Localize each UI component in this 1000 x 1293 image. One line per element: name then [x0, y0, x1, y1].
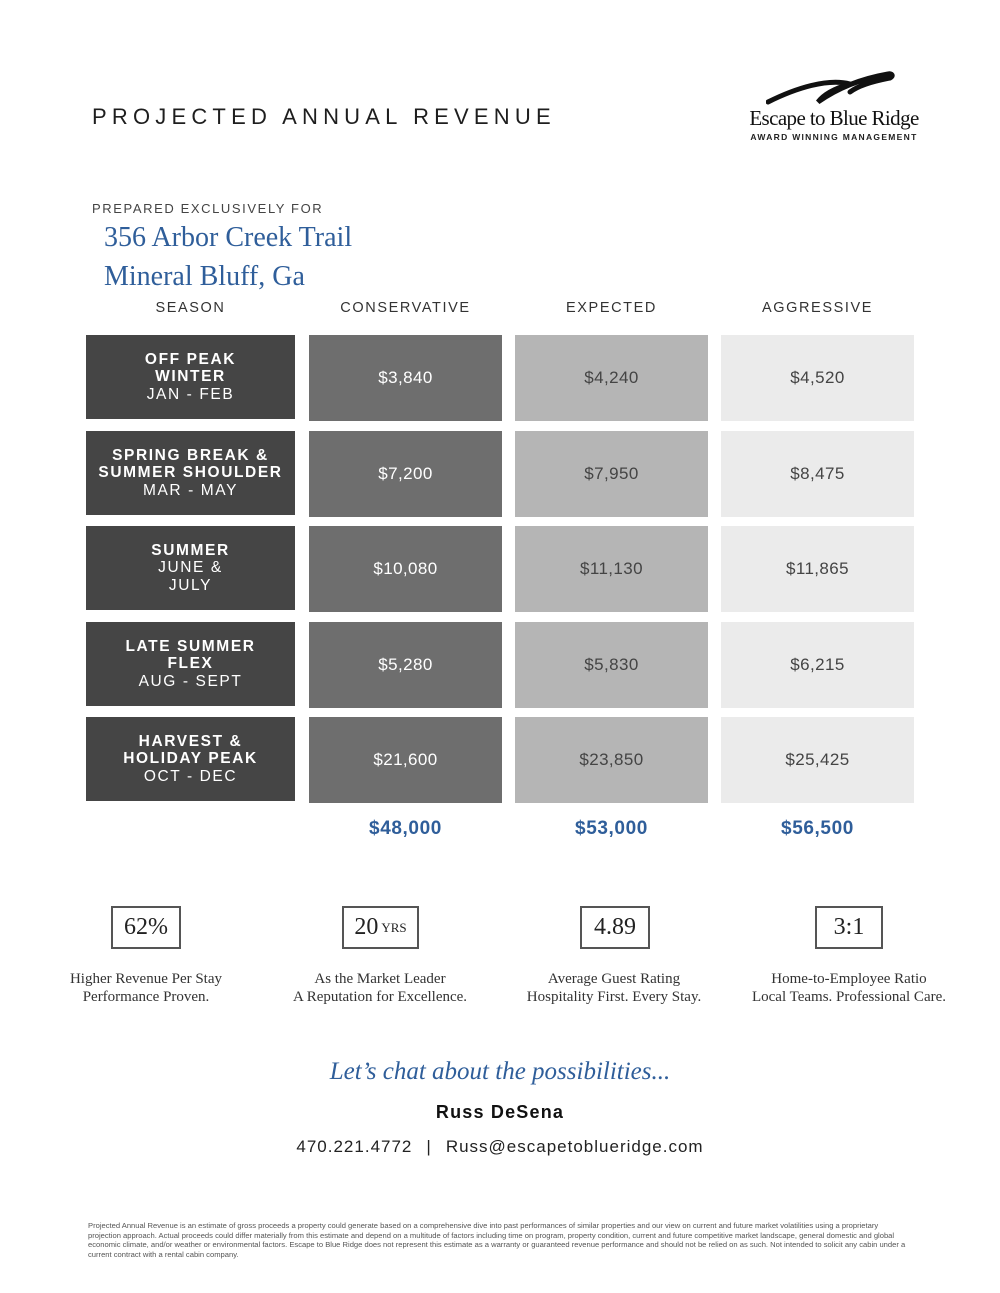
aggressive-value: $25,425: [721, 717, 914, 803]
stat-ratio-badge: [815, 906, 883, 949]
call-to-action: Let’s chat about the possibilities...: [329, 1058, 671, 1085]
property-address-city: Mineral Bluff, Ga: [104, 261, 305, 292]
season-cell: [86, 335, 295, 419]
stat-value: 3:1: [833, 914, 865, 940]
contact-separator: |: [426, 1137, 432, 1156]
stat-rating-caption: [494, 970, 734, 1006]
aggressive-value: $4,520: [721, 335, 914, 421]
season-cell: [86, 431, 295, 515]
prepared-label: PREPARED EXCLUSIVELY FOR: [92, 201, 324, 216]
contact-details: [0, 1137, 1000, 1157]
stat-years-caption: [260, 970, 500, 1006]
season-name: SPRING BREAK & SUMMER SHOULDER: [98, 446, 283, 482]
stat-caption-line: Local Teams. Professional Care.: [751, 989, 947, 1005]
stat-revenue-caption: [26, 970, 266, 1006]
total-expected: $53,000: [575, 818, 648, 839]
expected-value: $23,850: [515, 717, 708, 803]
stat-caption-line: Performance Proven.: [82, 989, 210, 1005]
aggressive-value: $8,475: [721, 431, 914, 517]
stat-rating-badge: [580, 906, 650, 949]
conservative-value: $21,600: [309, 717, 502, 803]
contact-name: Russ DeSena: [435, 1102, 565, 1122]
aggressive-value: $6,215: [721, 622, 914, 708]
email-link[interactable]: Russ@escapetoblueridge.com: [445, 1137, 704, 1156]
expected-value: $4,240: [515, 335, 708, 421]
conservative-value: $5,280: [309, 622, 502, 708]
season-months: MAR - MAY: [142, 481, 239, 499]
conservative-value: $3,840: [309, 335, 502, 421]
season-name: LATE SUMMER FLEX: [125, 637, 256, 673]
company-logo: [738, 70, 928, 150]
stat-caption-line: A Reputation for Excellence.: [292, 989, 468, 1005]
season-cell: [86, 622, 295, 706]
season-name: HARVEST & HOLIDAY PEAK: [123, 732, 258, 768]
season-months: OCT - DEC: [143, 767, 238, 785]
conservative-value: $7,200: [309, 431, 502, 517]
logo-tagline: AWARD WINNING MANAGEMENT: [750, 132, 918, 142]
stat-caption-line: As the Market Leader: [314, 971, 446, 987]
season-name: OFF PEAK WINTER: [144, 350, 237, 386]
stat-value: 62%: [124, 914, 168, 940]
aggressive-value: $11,865: [721, 526, 914, 612]
season-months: JAN - FEB: [146, 385, 235, 403]
total-conservative: $48,000: [369, 818, 442, 839]
season-months: JUNE & JULY: [158, 559, 223, 594]
stat-value: 4.89: [594, 914, 636, 940]
stat-years-badge: [342, 906, 419, 949]
column-header-season: SEASON: [155, 300, 226, 316]
logo-brand-text: Escape to Blue Ridge: [749, 106, 919, 130]
season-months: AUG - SEPT: [138, 672, 243, 690]
stat-value: 20: [354, 914, 379, 940]
total-aggressive: $56,500: [781, 818, 854, 839]
property-address-street: 356 Arbor Creek Trail: [104, 222, 353, 253]
stat-unit: YRS: [381, 919, 407, 935]
stat-revenue-badge: [111, 906, 181, 949]
stat-caption-line: Home-to-Employee Ratio: [771, 971, 927, 987]
page-title: PROJECTED ANNUAL REVENUE: [92, 104, 556, 129]
disclaimer-text: Projected Annual Revenue is an estimate of gross proceeds a property could generate based on a comprehensive dive into past performances of similar properties and our view on current and future market volatilities using a proprietary projection approach. Actual proceeds could differ materially from this estimate and depend on a multitude of factors including time on program, property condition, current and future competitive market landscape, general domestic and global economic climate, and/or weather or environmental factors. Escape to Blue Ridge does not represent this estimate as a warranty or guaranteed revenue performance and should not be relied on as such. Not intended to solicit any cabin under a current contract with a rental cabin company.: [88, 1221, 906, 1259]
season-cell: [86, 717, 295, 801]
phone-link[interactable]: 470.221.4772: [296, 1137, 413, 1156]
column-header-expected: EXPECTED: [566, 300, 657, 316]
expected-value: $11,130: [515, 526, 708, 612]
stat-caption-line: Hospitality First. Every Stay.: [526, 989, 702, 1005]
expected-value: $5,830: [515, 622, 708, 708]
stat-caption-line: Higher Revenue Per Stay: [69, 971, 223, 987]
season-cell: [86, 526, 295, 610]
stat-ratio-caption: [729, 970, 969, 1006]
conservative-value: $10,080: [309, 526, 502, 612]
bird-swoosh-icon: [766, 70, 896, 106]
stat-caption-line: Average Guest Rating: [547, 971, 681, 987]
column-header-aggressive: AGGRESSIVE: [761, 300, 874, 316]
expected-value: $7,950: [515, 431, 708, 517]
column-header-conservative: CONSERVATIVE: [340, 300, 471, 316]
season-name: SUMMER: [151, 541, 230, 559]
